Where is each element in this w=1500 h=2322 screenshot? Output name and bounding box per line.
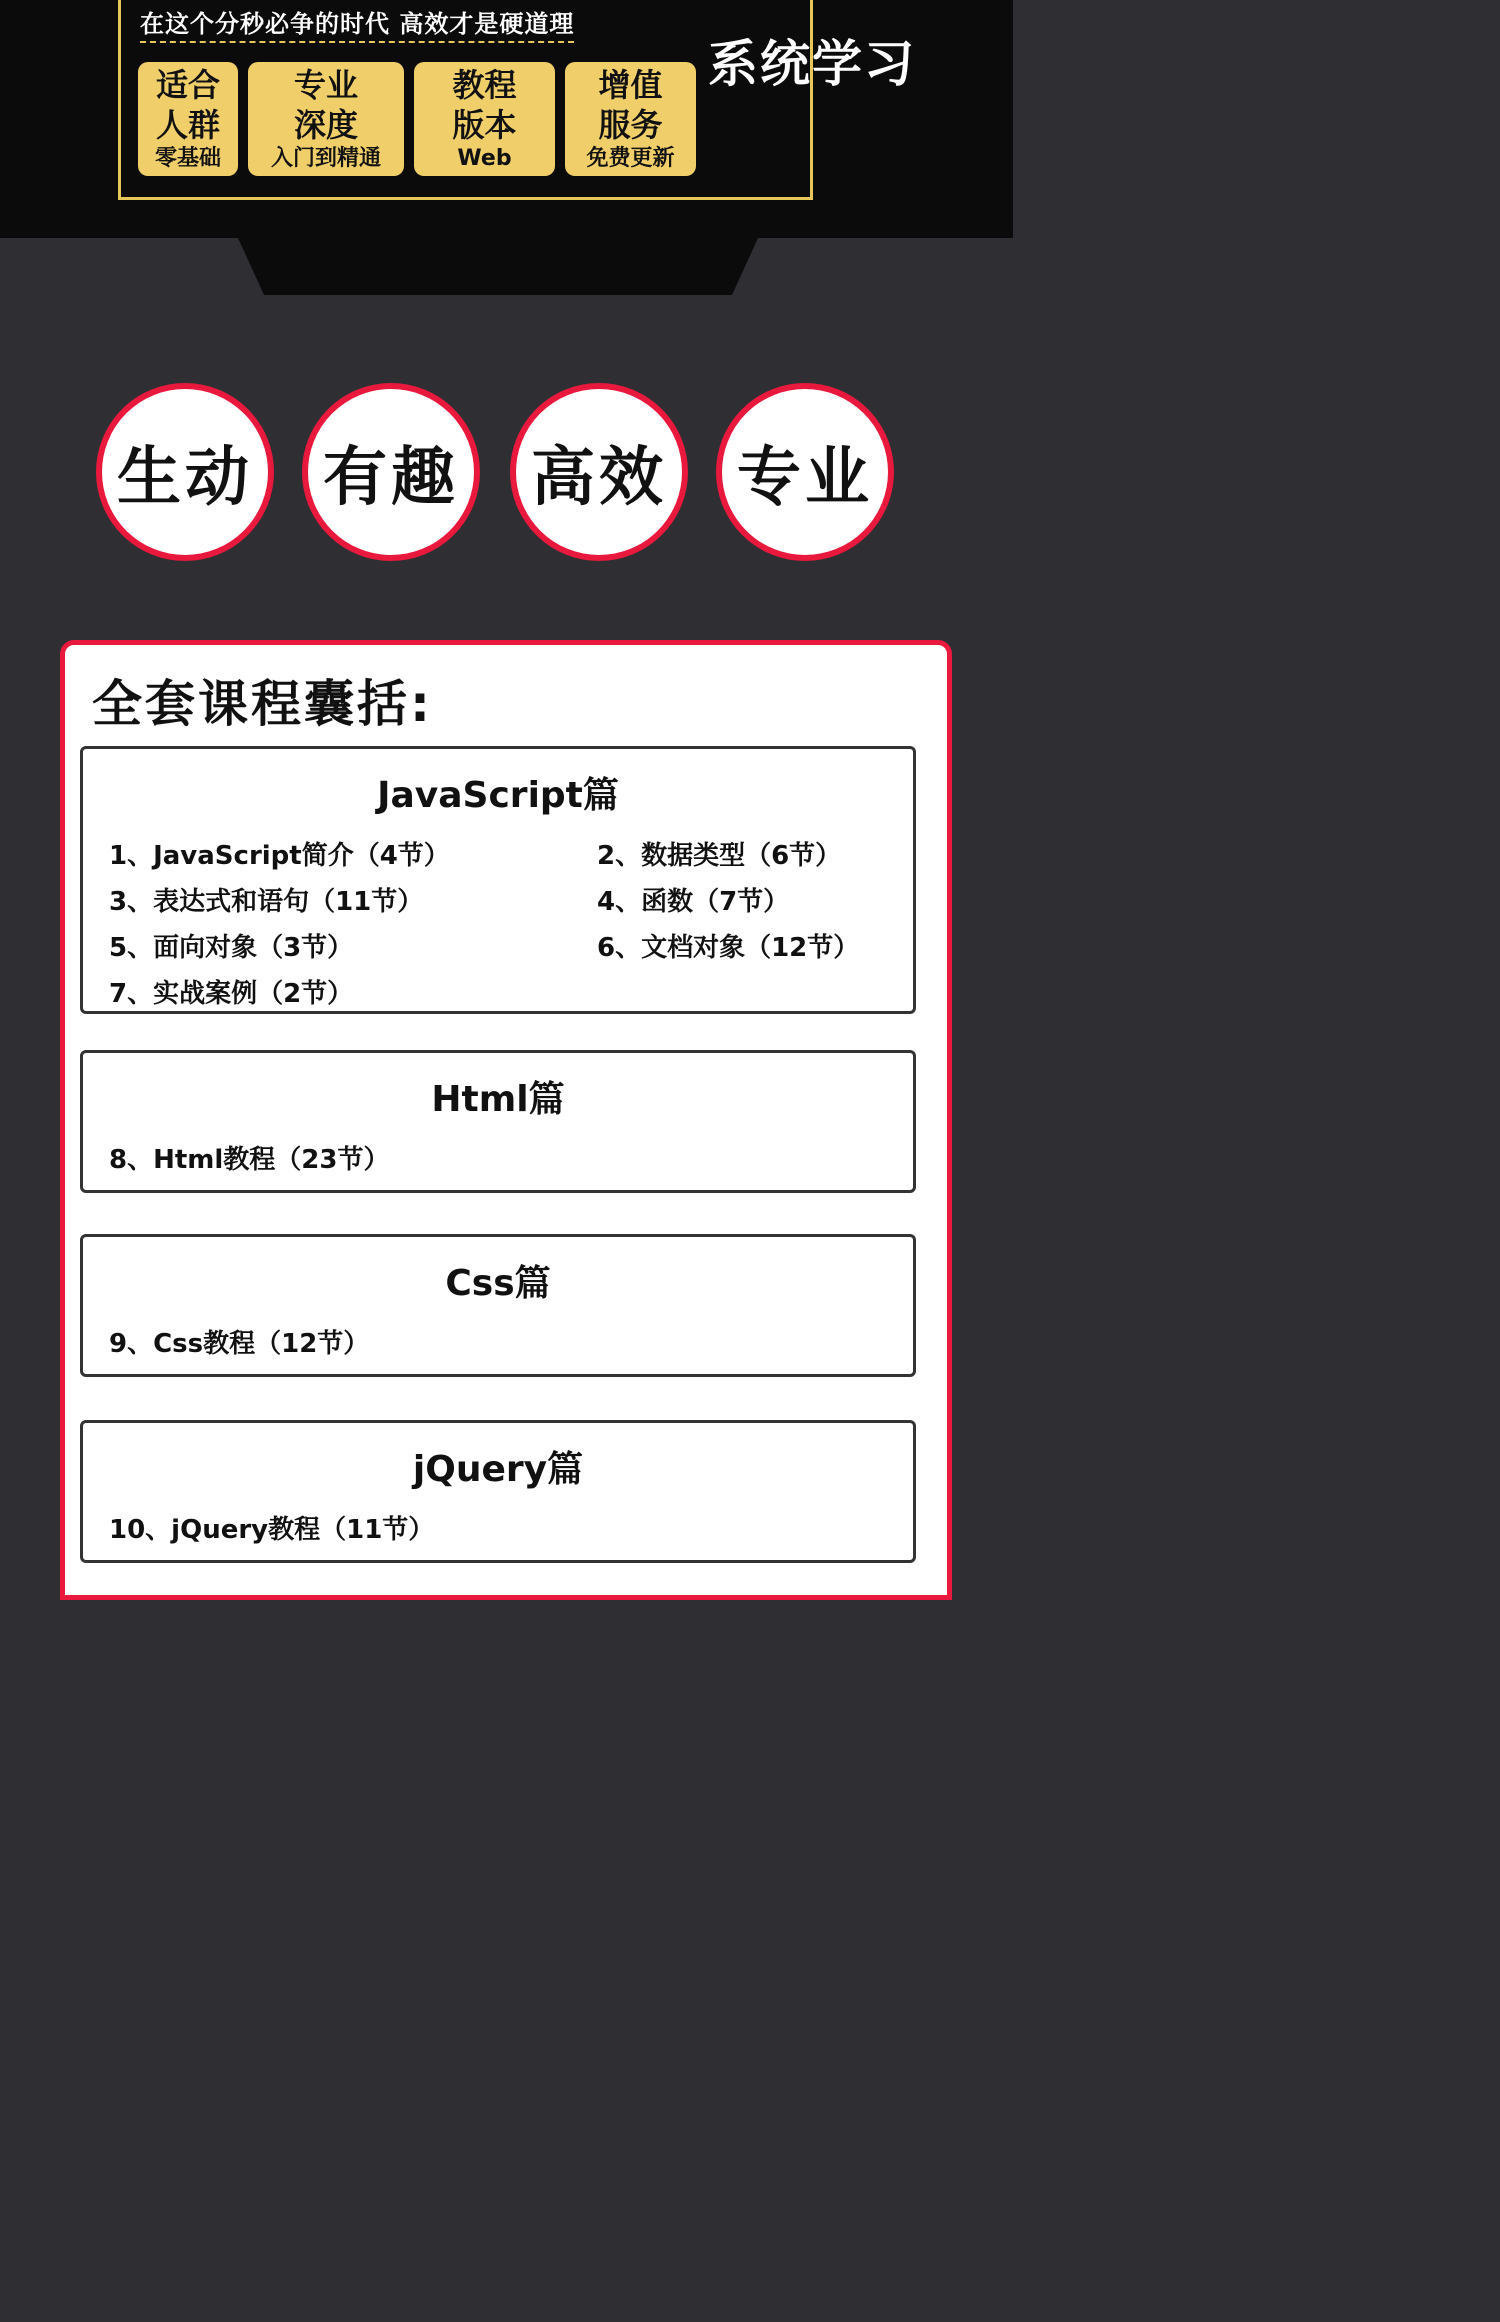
course-item: 2、数据类型（6节） [597,841,842,871]
course-item: 7、实战案例（2节） [109,979,354,1009]
banner-tab-decoration [238,238,758,295]
feature-line1: 教程 [452,66,517,104]
course-item: 9、Css教程（12节） [109,1329,370,1359]
section-javascript [80,746,916,1014]
feature-line2: 深度 [293,106,358,144]
feature-depth [248,62,404,176]
quality-badge-efficient: 高效 [510,383,688,561]
feature-service [565,62,696,176]
feature-line2: 版本 [452,106,517,144]
course-item: 1、JavaScript简介（4节） [109,841,450,871]
quality-badge-professional: 专业 [716,383,894,561]
quality-badge-fun: 有趣 [302,383,480,561]
feature-line3: Web [457,146,512,171]
feature-line3: 免费更新 [586,146,675,171]
feature-version [414,62,555,176]
course-item: 4、函数（7节） [597,887,790,917]
feature-line3: 零基础 [154,146,221,171]
tagline: 在这个分秒必争的时代 高效才是硬道理 [140,4,574,43]
section-title: Css篇 [445,1263,551,1304]
feature-line2: 服务 [598,106,663,144]
course-item: 3、表达式和语句（11节） [109,887,424,917]
course-item: 6、文档对象（12节） [597,933,860,963]
feature-line1: 专业 [293,66,358,104]
feature-audience [138,62,238,176]
quality-badge-lively: 生动 [96,383,274,561]
feature-line1: 增值 [598,66,663,104]
headline: 系统学习 [708,35,916,93]
section-css [80,1234,916,1377]
feature-line2: 人群 [155,106,220,144]
section-title: JavaScript篇 [377,775,619,816]
feature-line3: 入门到精通 [270,146,381,171]
course-panel-title: 全套课程囊括: [92,675,433,733]
section-title: jQuery篇 [412,1449,584,1490]
section-title: Html篇 [431,1079,565,1120]
feature-line1: 适合 [155,66,220,104]
course-item: 5、面向对象（3节） [109,933,354,963]
section-html [80,1050,916,1193]
course-item: 10、jQuery教程（11节） [109,1515,435,1545]
section-jquery [80,1420,916,1563]
course-item: 8、Html教程（23节） [109,1145,390,1175]
